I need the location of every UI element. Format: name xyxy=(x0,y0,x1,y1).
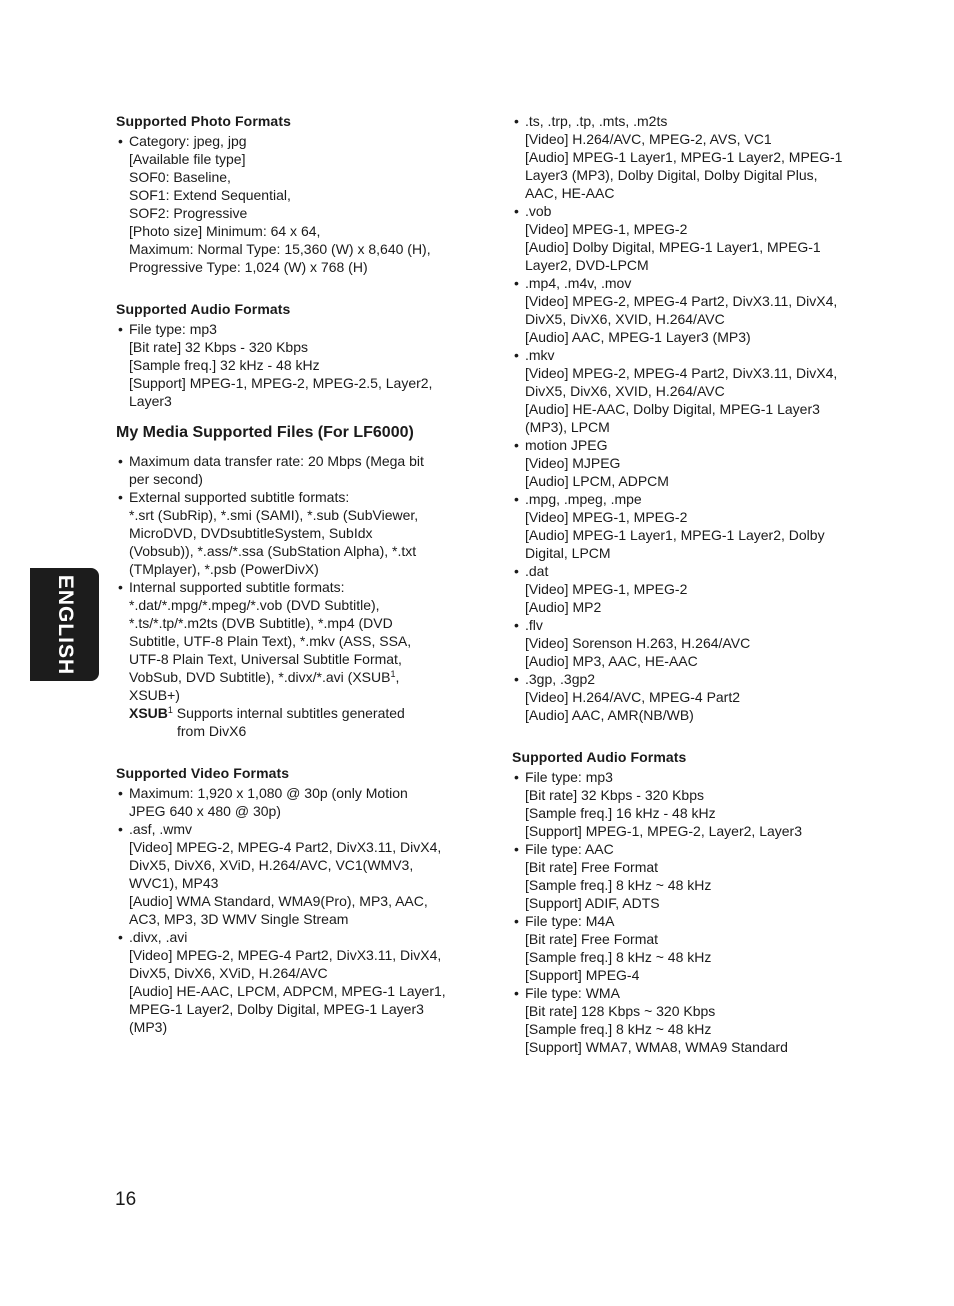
list-item-line: [Bit rate] 128 Kbps ~ 320 Kbps xyxy=(525,1003,716,1019)
list-item-line: [Audio] AAC, AMR(NB/WB) xyxy=(525,707,694,723)
list-item xyxy=(116,488,466,578)
my-media-heading: My Media Supported Files (For LF6000) xyxy=(116,424,414,441)
list-item xyxy=(116,452,466,488)
list-item-line: MicroDVD, DVDsubtitleSystem, SubIdx xyxy=(129,525,373,541)
video-formats-section xyxy=(116,764,466,1036)
xsub-label: XSUB xyxy=(129,705,168,721)
list-item-line: (TMplayer), *.psb (PowerDivX) xyxy=(129,561,319,577)
list-item-line: [Support] WMA7, WMA8, WMA9 Standard xyxy=(525,1039,788,1055)
list-item-line: .flv xyxy=(525,617,543,633)
list-item-line: External supported subtitle formats: xyxy=(129,489,350,505)
list-item-line: .mkv xyxy=(525,347,555,363)
list-item-line: [Video] MJPEG xyxy=(525,455,621,471)
list-item-line: (MP3), LPCM xyxy=(525,419,610,435)
list-item-line: [Video] MPEG-2, MPEG-4 Part2, DivX3.11, DivX4, xyxy=(129,839,442,855)
list-item xyxy=(512,562,862,616)
list-item-line: SOF0: Baseline, xyxy=(129,169,231,185)
photo-formats-heading: Supported Photo Formats xyxy=(116,113,291,129)
list-item-line: [Video] H.264/AVC, MPEG-4 Part2 xyxy=(525,689,741,705)
list-item-line: .mpg, .mpeg, .mpe xyxy=(525,491,642,507)
list-item-line: Progressive Type: 1,024 (W) x 768 (H) xyxy=(129,259,368,275)
list-item xyxy=(512,912,862,984)
list-item xyxy=(512,436,862,490)
list-item-line: [Sample freq.] 32 kHz - 48 kHz xyxy=(129,357,320,373)
list-item xyxy=(116,132,466,276)
video-formats-cont-section xyxy=(512,112,862,724)
list-item-line: .3gp, .3gp2 xyxy=(525,671,596,687)
list-item-line: per second) xyxy=(129,471,203,487)
list-item-line: [Photo size] Minimum: 64 x 64, xyxy=(129,223,321,239)
list-item xyxy=(512,840,862,912)
language-side-tab xyxy=(30,568,99,681)
list-item-line: [Audio] HE-AAC, Dolby Digital, MPEG-1 Layer3 xyxy=(525,401,820,417)
list-item-line: [Support] MPEG-4 xyxy=(525,967,640,983)
bullet-icon: • xyxy=(514,985,519,1001)
bullet-icon: • xyxy=(118,321,123,337)
list-item xyxy=(512,112,862,202)
list-item-line: DivX5, DivX6, XVID, H.264/AVC xyxy=(525,383,725,399)
bullet-icon: • xyxy=(118,929,123,945)
audio-formats-section xyxy=(116,300,466,410)
list-item-line: DivX5, DivX6, XViD, H.264/AVC, VC1(WMV3, xyxy=(129,857,414,873)
list-item-line: [Support] MPEG-1, MPEG-2, Layer2, Layer3 xyxy=(525,823,803,839)
list-item-line: [Bit rate] Free Format xyxy=(525,931,659,947)
xsub-sup-trail: , xyxy=(395,669,400,685)
list-item-line: File type: WMA xyxy=(525,985,620,1001)
list-item-line: [Audio] HE-AAC, LPCM, ADPCM, MPEG-1 Layer1, xyxy=(129,983,446,999)
list-item-line: [Audio] AAC, MPEG-1 Layer3 (MP3) xyxy=(525,329,751,345)
bullet-icon: • xyxy=(514,913,519,929)
list-item-line: Layer3 (MP3), Dolby Digital, Dolby Digital Plus, xyxy=(525,167,818,183)
list-item-line: Digital, LPCM xyxy=(525,545,611,561)
list-item-line: [Audio] MPEG-1 Layer1, MPEG-1 Layer2, Dolby xyxy=(525,527,825,543)
list-item xyxy=(116,820,466,928)
bullet-icon: • xyxy=(514,437,519,453)
bullet-icon: • xyxy=(514,769,519,785)
list-item-line: File type: mp3 xyxy=(525,769,613,785)
xsub-footnote-mark: 1 xyxy=(167,705,173,715)
list-item-line: .divx, .avi xyxy=(129,929,188,945)
list-item-line: [Sample freq.] 8 kHz ~ 48 kHz xyxy=(525,949,712,965)
list-item-line: [Support] MPEG-1, MPEG-2, MPEG-2.5, Layer2, xyxy=(129,375,433,391)
left-column xyxy=(116,112,466,1036)
list-item-line: [Video] MPEG-2, MPEG-4 Part2, DivX3.11, DivX4, xyxy=(129,947,442,963)
bullet-icon: • xyxy=(118,453,123,469)
list-item-line: JPEG 640 x 480 @ 30p) xyxy=(129,803,281,819)
list-item-line: Subtitle, UTF-8 Plain Text), *.mkv (ASS, SSA, xyxy=(129,633,412,649)
list-item-line: [Audio] MP2 xyxy=(525,599,602,615)
list-item-line: SOF1: Extend Sequential, xyxy=(129,187,291,203)
list-item xyxy=(512,768,862,840)
bullet-icon: • xyxy=(118,579,123,595)
photo-formats-section xyxy=(116,112,466,276)
xsub-note xyxy=(116,704,466,740)
list-item-line: AC3, MP3, 3D WMV Single Stream xyxy=(129,911,349,927)
bullet-icon: • xyxy=(118,821,123,837)
list-item-line: [Video] MPEG-2, MPEG-4 Part2, DivX3.11, DivX4, xyxy=(525,293,838,309)
list-item-line: [Bit rate] 32 Kbps - 320 Kbps xyxy=(129,339,308,355)
audio-formats-section-right xyxy=(512,748,862,1056)
list-item-line: [Video] MPEG-1, MPEG-2 xyxy=(525,581,688,597)
language-tab-label: ENGLISH xyxy=(53,574,77,675)
list-item-line: .asf, .wmv xyxy=(129,821,193,837)
list-item xyxy=(116,320,466,410)
list-item-line: [Audio] MP3, AAC, HE-AAC xyxy=(525,653,698,669)
list-item-line: .mp4, .m4v, .mov xyxy=(525,275,632,291)
list-item xyxy=(512,490,862,562)
list-item-line: [Sample freq.] 16 kHz - 48 kHz xyxy=(525,805,716,821)
list-item xyxy=(116,928,466,1036)
xsub-text-cont: from DivX6 xyxy=(177,723,247,739)
bullet-icon: • xyxy=(118,133,123,149)
bullet-icon: • xyxy=(514,841,519,857)
xsub-footnote-mark: 1 xyxy=(390,669,396,679)
audio-formats-heading-right: Supported Audio Formats xyxy=(512,749,687,765)
list-item-line: Maximum: 1,920 x 1,080 @ 30p (only Motion xyxy=(129,785,408,801)
list-item-line: (MP3) xyxy=(129,1019,168,1035)
list-item-line: Layer3 xyxy=(129,393,172,409)
my-media-section xyxy=(116,422,466,740)
list-item-line: WVC1), MP43 xyxy=(129,875,219,891)
list-item-line: DivX5, DivX6, XVID, H.264/AVC xyxy=(525,311,725,327)
right-column xyxy=(512,112,862,1056)
list-item-line: *.srt (SubRip), *.smi (SAMI), *.sub (SubViewer, xyxy=(129,507,419,523)
bullet-icon: • xyxy=(514,275,519,291)
list-item-line: [Video] MPEG-2, MPEG-4 Part2, DivX3.11, DivX4, xyxy=(525,365,838,381)
list-item xyxy=(512,346,862,436)
list-item-line: [Audio] MPEG-1 Layer1, MPEG-1 Layer2, MPEG-1 xyxy=(525,149,843,165)
list-item-line: [Support] ADIF, ADTS xyxy=(525,895,660,911)
list-item-line: File type: AAC xyxy=(525,841,614,857)
list-item-line: File type: M4A xyxy=(525,913,615,929)
list-item-line: .ts, .trp, .tp, .mts, .m2ts xyxy=(525,113,668,129)
list-item-line: .dat xyxy=(525,563,549,579)
list-item xyxy=(512,202,862,274)
list-item-line: [Sample freq.] 8 kHz ~ 48 kHz xyxy=(525,877,712,893)
list-item-line: Maximum data transfer rate: 20 Mbps (Mega bit xyxy=(129,453,424,469)
bullet-icon: • xyxy=(514,617,519,633)
list-item-line: AAC, HE-AAC xyxy=(525,185,615,201)
list-item-line: MPEG-1 Layer2, Dolby Digital, MPEG-1 Layer3 xyxy=(129,1001,424,1017)
list-item-line: [Bit rate] Free Format xyxy=(525,859,659,875)
list-item-line: [Audio] LPCM, ADPCM xyxy=(525,473,669,489)
list-item xyxy=(512,616,862,670)
list-item-line: [Video] Sorenson H.263, H.264/AVC xyxy=(525,635,751,651)
list-item xyxy=(512,984,862,1056)
bullet-icon: • xyxy=(514,203,519,219)
bullet-icon: • xyxy=(514,491,519,507)
bullet-icon: • xyxy=(118,489,123,505)
list-item xyxy=(512,670,862,724)
list-item-line: [Audio] WMA Standard, WMA9(Pro), MP3, AAC, xyxy=(129,893,428,909)
page-number: 16 xyxy=(115,1189,137,1210)
list-item-line: VobSub, DVD Subtitle), *.divx/*.avi (XSUB xyxy=(129,669,391,685)
list-item-line: [Video] MPEG-1, MPEG-2 xyxy=(525,509,688,525)
list-item-line: [Bit rate] 32 Kbps - 320 Kbps xyxy=(525,787,704,803)
xsub-text: Supports internal subtitles generated xyxy=(172,705,405,721)
list-item-line: UTF-8 Plain Text, Universal Subtitle Format, xyxy=(129,651,402,667)
bullet-icon: • xyxy=(514,671,519,687)
list-item-line: DivX5, DivX6, XViD, H.264/AVC xyxy=(129,965,328,981)
list-item xyxy=(512,274,862,346)
bullet-icon: • xyxy=(514,563,519,579)
list-item-line: [Sample freq.] 8 kHz ~ 48 kHz xyxy=(525,1021,712,1037)
list-item-line: [Video] H.264/AVC, MPEG-2, AVS, VC1 xyxy=(525,131,772,147)
list-item xyxy=(116,784,466,820)
list-item-line: Maximum: Normal Type: 15,360 (W) x 8,640 (H), xyxy=(129,241,431,257)
list-item-line: [Audio] Dolby Digital, MPEG-1 Layer1, MPEG-1 xyxy=(525,239,821,255)
list-item-line: [Available file type] xyxy=(129,151,246,167)
list-item-line: XSUB+) xyxy=(129,687,180,703)
list-item xyxy=(116,578,466,704)
audio-formats-heading: Supported Audio Formats xyxy=(116,301,291,317)
bullet-icon: • xyxy=(118,785,123,801)
list-item-line: Layer2, DVD-LPCM xyxy=(525,257,649,273)
video-formats-heading: Supported Video Formats xyxy=(116,765,290,781)
list-item-line: Category: jpeg, jpg xyxy=(129,133,247,149)
list-item-line: (Vobsub)), *.ass/*.ssa (SubStation Alpha), *.txt xyxy=(129,543,417,559)
list-item-line: *.ts/*.tp/*.m2ts (DVB Subtitle), *.mp4 (DVD xyxy=(129,615,393,631)
list-item-line: *.dat/*.mpg/*.mpeg/*.vob (DVD Subtitle), xyxy=(129,597,380,613)
list-item-line: Internal supported subtitle formats: xyxy=(129,579,345,595)
list-item-line: [Video] MPEG-1, MPEG-2 xyxy=(525,221,688,237)
bullet-icon: • xyxy=(514,113,519,129)
list-item-line: .vob xyxy=(525,203,552,219)
list-item-line-wrap xyxy=(129,668,466,686)
list-item-line: motion JPEG xyxy=(525,437,608,453)
bullet-icon: • xyxy=(514,347,519,363)
list-item-line: SOF2: Progressive xyxy=(129,205,248,221)
list-item-line: File type: mp3 xyxy=(129,321,217,337)
